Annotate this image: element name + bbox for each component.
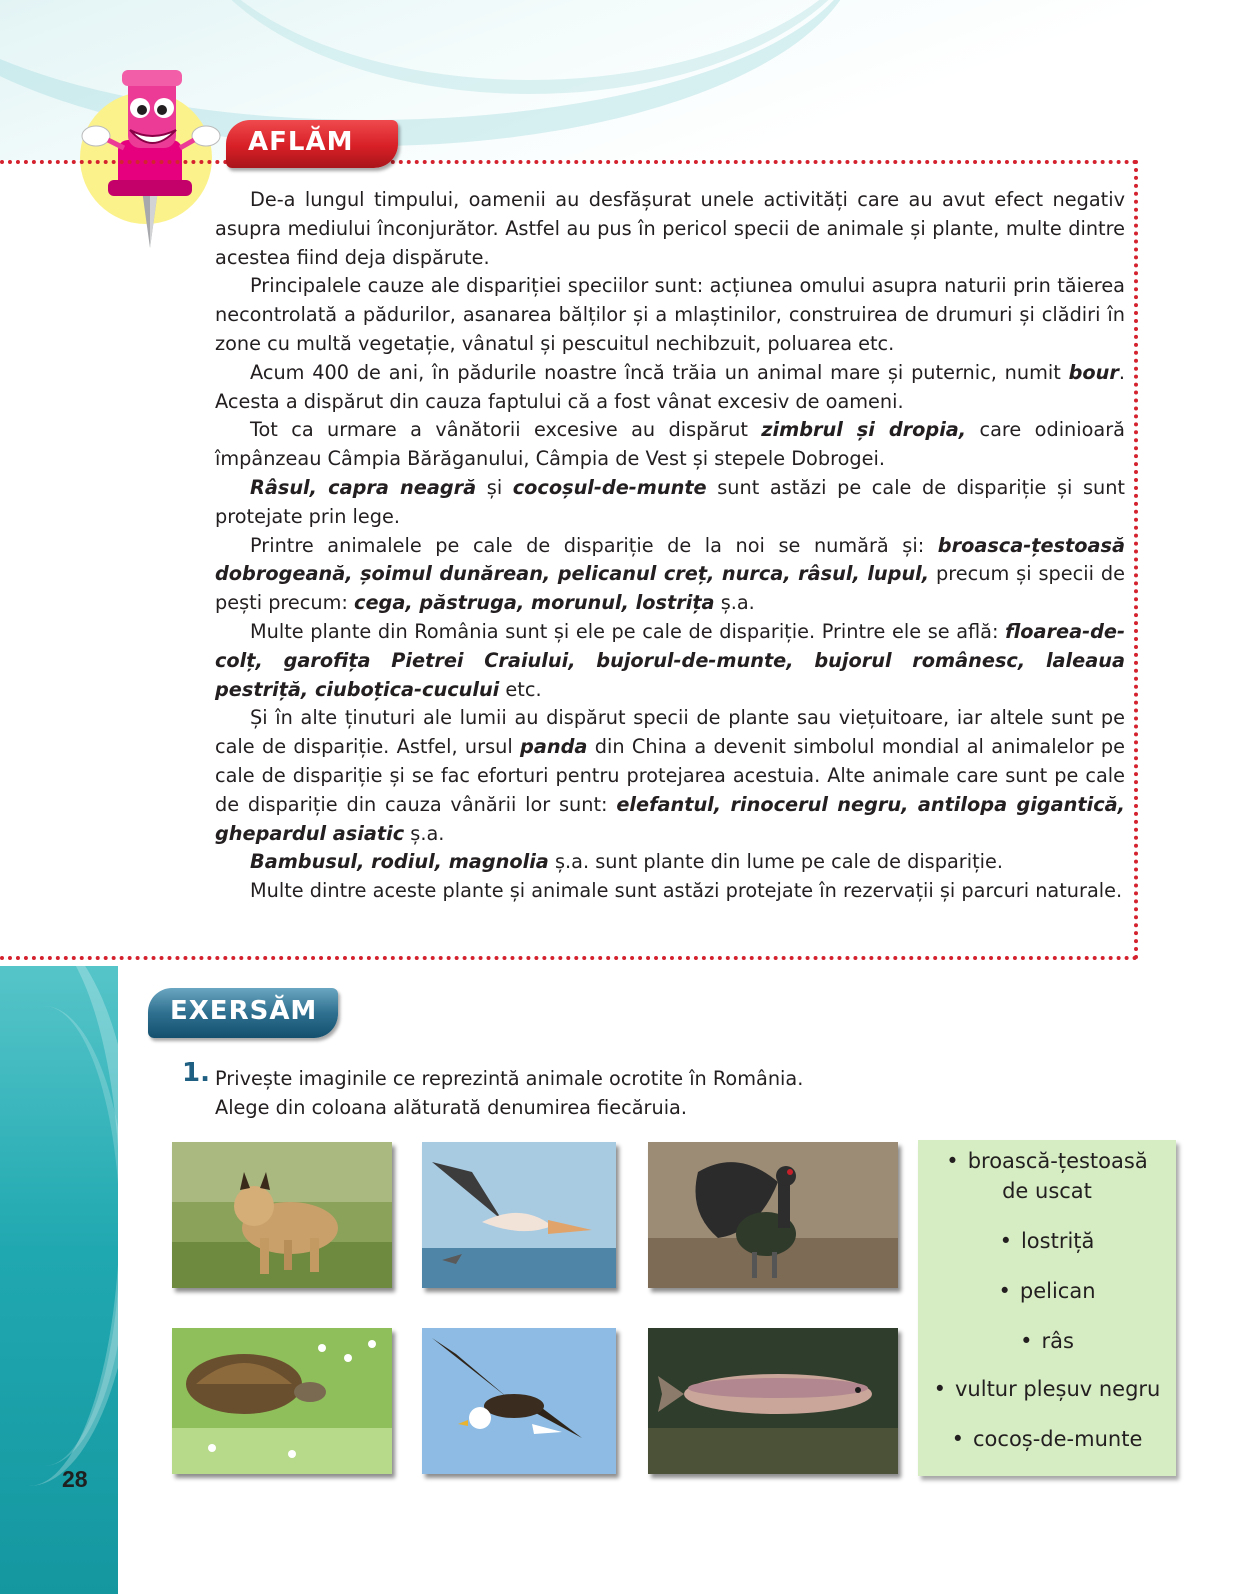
answer-options-panel <box>918 1140 1176 1476</box>
learn-paragraph <box>215 416 1125 474</box>
paragraph-text: ș.a. <box>714 591 755 615</box>
paragraph-text: Principalele cauze ale dispariției speciilor sunt: acțiunea omului asupra naturii prin tăierea necontrolată a pădurilor, asanarea bălților și a mlaștinilor, construirea de drumuri și clădiri în zone cu multă vegetație, vânatul și pescuitul nechibzuit, poluarea etc. <box>215 274 1125 355</box>
answer-option-label: vultur pleșuv negru <box>955 1377 1161 1401</box>
learn-title: AFLĂM <box>248 127 354 157</box>
exercise-line-2: Alege din coloana alăturată denumirea fiecăruia. <box>215 1096 687 1119</box>
paragraph-text: ș.a. sunt plante din lume pe cale de dispariție. <box>548 850 1003 874</box>
highlighted-term: elefantul, rinocerul negru, antilopa gigantică, ghepardul asiatic <box>215 792 1126 845</box>
answer-option-label: cocoș-de-munte <box>973 1427 1143 1451</box>
exercise-line-1: Privește imaginile ce reprezintă animale ocrotite în România. <box>215 1067 804 1090</box>
learn-paragraph <box>215 474 1125 532</box>
answer-option <box>918 1326 1176 1356</box>
learn-paragraph <box>215 704 1125 848</box>
highlighted-term: broasca-țestoasă dobrogeană, șoimul dunărean, pelicanul creț, nurca, râsul, lupul, <box>215 533 1125 586</box>
answer-option-label: lostriță <box>1020 1229 1095 1253</box>
bullet-icon: • <box>998 1279 1011 1303</box>
highlighted-term: zimbrul și dropia, <box>761 418 967 442</box>
highlighted-term: floarea-de-colț, garofița Pietrei Craiului, bujorul-de-munte, bujorul românesc, laleaua pestriță, ciuboțica-cucului <box>215 619 1125 701</box>
lynx-photo <box>172 1142 392 1288</box>
answer-option-label: pelican <box>1019 1279 1096 1303</box>
paragraph-text: din China a devenit simbolul mondial al animalelor pe cale de dispariție și se fac eforturi pentru protejarea acestuia. Alte animale care sunt pe cale de dispariție din cauza vânării lor sunt: <box>215 735 1125 816</box>
paragraph-text: sunt astăzi pe cale de dispariție și sunt protejate prin lege. <box>215 475 1125 528</box>
bullet-icon: • <box>933 1377 946 1401</box>
exercise-number: 1. <box>182 1058 210 1088</box>
learn-paragraph <box>215 532 1125 618</box>
bullet-icon: • <box>999 1229 1012 1253</box>
highlighted-term: bour <box>1068 360 1119 384</box>
answer-option <box>918 1374 1176 1404</box>
highlighted-term: Bambusul, rodiul, magnolia <box>250 850 549 874</box>
answer-option <box>918 1424 1176 1454</box>
paragraph-text: etc. <box>499 677 542 701</box>
paragraph-text: precum și specii de pești precum: <box>215 562 1125 615</box>
paragraph-text: Multe dintre aceste plante și animale sunt astăzi protejate în rezervații și parcuri naturale. <box>250 879 1123 903</box>
paragraph-text: . Acesta a dispărut din cauza faptului că a fost vânat excesiv de oameni. <box>215 360 1125 413</box>
exercise-title: EXERSĂM <box>170 996 318 1026</box>
answer-option-label: broască-țestoasă <box>967 1149 1148 1173</box>
highlighted-term: Râsul, capra neagră <box>250 475 477 499</box>
exercise-instructions <box>215 1064 803 1122</box>
learn-text <box>215 186 1125 906</box>
learn-title-banner <box>226 120 398 168</box>
exercise-title-banner <box>148 988 338 1038</box>
paragraph-text: Tot ca urmare a vânătorii excesive au dispărut <box>250 418 762 442</box>
tortoise-photo <box>172 1328 392 1474</box>
learn-paragraph <box>215 272 1125 358</box>
paragraph-text: Multe plante din România sunt și ele pe cale de dispariție. Printre ele se află: <box>250 619 1006 643</box>
paragraph-text: Și în alte ținuturi ale lumii au dispărut specii de plante sau viețuitoare, iar altele sunt pe cale de dispariție. Astfel, ursul <box>215 706 1125 759</box>
paragraph-text: Acum 400 de ani, în pădurile noastre încă trăia un animal mare și puternic, numit <box>250 360 1069 384</box>
highlighted-term: cega, păstruga, morunul, lostrița <box>354 591 715 615</box>
bullet-icon: • <box>1020 1329 1033 1353</box>
learn-paragraph <box>215 848 1125 877</box>
answer-option <box>918 1226 1176 1256</box>
answer-option-label: râs <box>1041 1329 1074 1353</box>
paragraph-text: ș.a. <box>404 821 445 845</box>
learn-paragraph <box>215 186 1125 272</box>
answer-option-label-continued: de uscat <box>1002 1179 1092 1203</box>
answer-option <box>918 1146 1176 1176</box>
page-number: 28 <box>62 1466 88 1492</box>
eagle-photo <box>422 1328 616 1474</box>
paragraph-text: Printre animalele pe cale de dispariție de la noi se numără și: <box>250 533 938 557</box>
bullet-icon: • <box>946 1149 959 1173</box>
answer-option <box>918 1276 1176 1306</box>
highlighted-term: panda <box>520 735 588 759</box>
paragraph-text: și <box>476 475 513 499</box>
learn-paragraph <box>215 618 1125 704</box>
learn-paragraph <box>215 359 1125 417</box>
pelican-photo <box>422 1142 616 1288</box>
fish-photo <box>648 1328 898 1474</box>
side-decoration <box>0 966 118 1594</box>
capercaillie-photo <box>648 1142 898 1288</box>
highlighted-term: cocoșul-de-munte <box>512 475 707 499</box>
bullet-icon: • <box>951 1427 964 1451</box>
learn-paragraph <box>215 877 1125 906</box>
paragraph-text: De-a lungul timpului, oamenii au desfășurat unele activități care au avut efect negativ asupra mediului înconjurător. Astfel au pus în pericol specii de animale și plante, multe dintre acestea fiind deja dispărute. <box>215 188 1125 269</box>
paragraph-text: care odinioară împânzeau Câmpia Bărăganului, Câmpia de Vest și stepele Dobrogei. <box>215 418 1125 471</box>
